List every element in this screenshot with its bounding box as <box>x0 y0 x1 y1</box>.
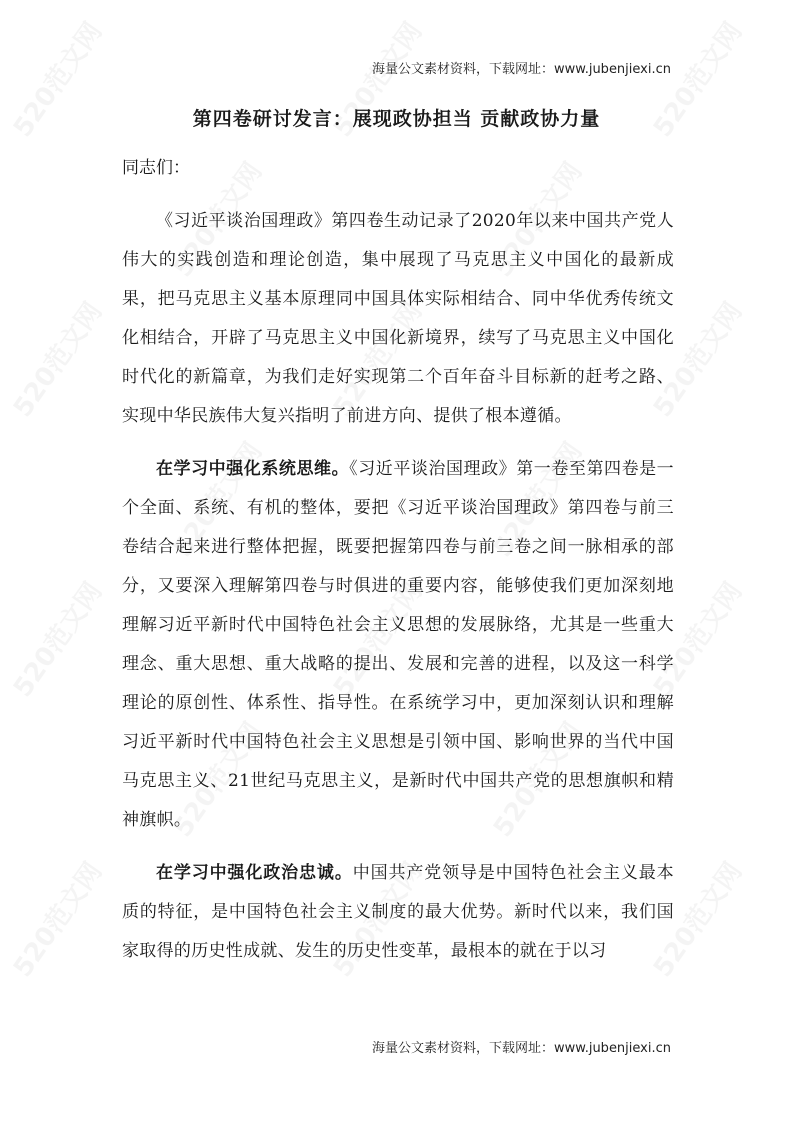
paragraph-2 <box>122 450 674 840</box>
greeting: 同志们： <box>122 158 190 178</box>
paragraph-lead: 在学习中强化政治忠诚。 <box>156 863 353 883</box>
paragraph-1 <box>122 202 674 436</box>
paragraph-lead: 在学习中强化系统思维。 <box>156 459 350 479</box>
watermark-text <box>3 854 109 984</box>
watermark-text <box>3 294 109 424</box>
paragraph-text: 中国共产党领导是中国特色社会主义最本质的特征，是中国特色社会主义制度的最大优势。新时代以来，我们国家取得的历史性成就、发生的历史性变革，最根本的就在于以习 <box>122 863 674 961</box>
paragraph-text: 《习近平谈治国理政》第四卷生动记录了2020年以来中国共产党人伟大的实践创造和理论创造，集中展现了马克思主义中国化的最新成果，把马克思主义基本原理同中国具体实际相结合、同中华优秀传统文化相结合，开辟了马克思主义中国化新境界，续写了马克思主义中国化时代化的新篇章，为我们走好实现第二个百年奋斗目标新的赶考之路、实现中华民族伟大复兴指明了前进方向、提供了根本遵循。 <box>122 211 674 426</box>
header-site-note: 海量公文素材资料，下载网址：www.jubenjiexi.cn <box>372 62 671 77</box>
paragraph-3 <box>122 854 674 971</box>
document-title: 第四卷研讨发言：展现政协担当 贡献政协力量 <box>192 108 601 130</box>
document-body <box>122 148 674 985</box>
paragraph-text: 《习近平谈治国理政》第一卷至第四卷是一个全面、系统、有机的整体，要把《习近平谈治国理政》第四卷与前三卷结合起来进行整体把握，既要把握第四卷与前三卷之间一脉相承的部分，又要深入理解第四卷与时俱进的重要内容，能够使我们更加深刻地理解习近平新时代中国特色社会主义思想的发展脉络，尤其是一些重大理念、重大思想、重大战略的提出、发展和完善的进程，以及这一科学理论的原创性、体系性、指导性。在系统学习中，更加深刻认识和理解习近平新时代中国特色社会主义思想是引领中国、影响世界的当代中国马克思主义、21世纪马克思主义，是新时代中国共产党的思想旗帜和精神旗帜。 <box>122 459 674 830</box>
watermark-text <box>3 574 109 704</box>
footer-site-note: 海量公文素材资料，下载网址：www.jubenjiexi.cn <box>372 1041 671 1056</box>
